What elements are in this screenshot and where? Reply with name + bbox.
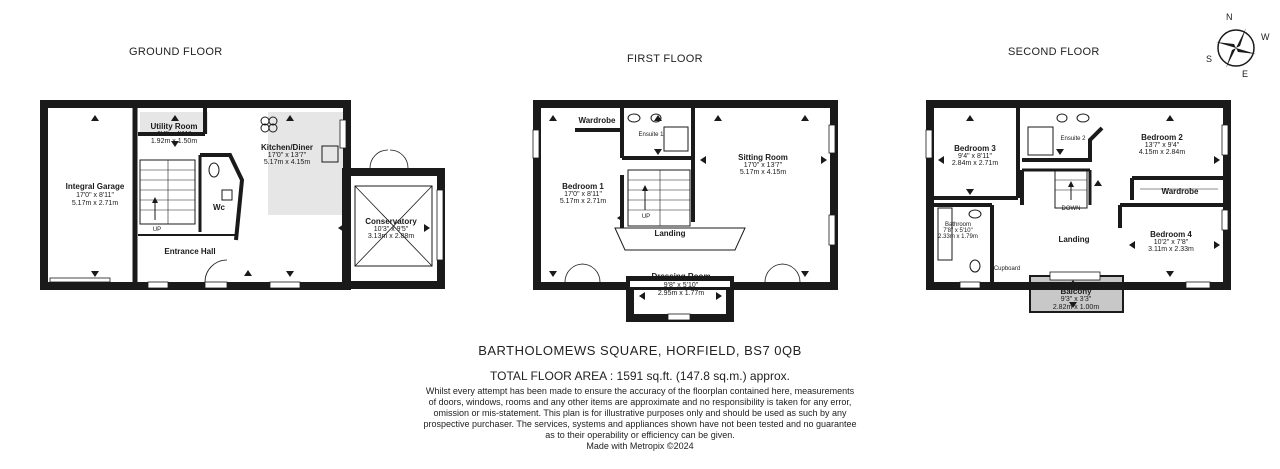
bathroom-dim-imperial: 7'8" x 5'10" (943, 228, 973, 234)
bathroom-label: Bathroom (944, 222, 972, 228)
disclaimer-line: as to their operability or efficiency can be given. (545, 430, 735, 440)
bedroom3-dim-imperial: 9'4" x 8'11" (958, 153, 992, 160)
bedroom3-label: Bedroom 3 (954, 144, 996, 153)
disclaimer-line: Whilst every attempt has been made to ensure the accuracy of the floorplan contained here, measurements (425, 386, 855, 396)
compass-w: W (1261, 32, 1270, 42)
utility-dim-metric: 1.92m x 1.50m (150, 138, 198, 145)
utility-label: Utility Room (150, 122, 198, 131)
conservatory-label: Conservatory (365, 217, 417, 226)
disclaimer-line: omission or mis-statement. This plan is for illustrative purposes only and should be used as such by any (433, 408, 847, 418)
disclaimer (0, 386, 1280, 452)
compass-e: E (1242, 69, 1249, 79)
bathroom-dim-metric: 2.33m x 1.79m (938, 234, 978, 240)
compass-icon (1200, 10, 1272, 82)
bedroom3-dim-metric: 2.84m x 2.71m (951, 160, 999, 167)
cupboard-label: Cupboard (993, 266, 1021, 272)
bedroom2-dim-metric: 4.15m x 2.84m (1138, 149, 1186, 156)
wc-label: Wc (213, 203, 225, 212)
kitchen-dim-imperial: 17'0" x 13'7" (267, 152, 307, 159)
wardrobe2-label: Wardrobe (1161, 187, 1199, 196)
ensuite2-label: Ensuite 2 (1060, 136, 1086, 142)
landing2-label: Landing (1058, 235, 1090, 244)
second-stairs-down: DOWN (1061, 206, 1081, 212)
bedroom4-dim-metric: 3.11m x 2.33m (1148, 246, 1194, 253)
balcony-label: Balcony (1060, 287, 1092, 296)
bedroom1-dim-metric: 5.17m x 2.71m (559, 198, 607, 205)
balcony-dim-imperial: 9'3" x 3'3" (1060, 296, 1092, 303)
utility-dim-imperial: 6'4" x 4'11" (157, 131, 191, 138)
total-floor-area: TOTAL FLOOR AREA : 1591 sq.ft. (147.8 sq.m.) approx. (490, 369, 790, 383)
property-address: BARTHOLOMEWS SQUARE, HORFIELD, BS7 0QB (478, 343, 802, 358)
bedroom4-label: Bedroom 4 (1150, 230, 1192, 239)
disclaimer-line: prospective purchaser. The services, systems and appliances shown have not been tested and no guarantee (423, 419, 857, 429)
bedroom2-dim-imperial: 13'7" x 9'4" (1144, 142, 1180, 149)
garage-label: Integral Garage (65, 182, 125, 191)
sitting-room-dim-metric: 5.17m x 4.15m (739, 169, 787, 176)
wardrobe1-label: Wardrobe (578, 116, 616, 125)
dressing-room-dim-imperial: 9'8" x 5'10" (663, 282, 699, 289)
sitting-room-dim-imperial: 17'0" x 13'7" (743, 162, 783, 169)
disclaimer-line: of doors, windows, rooms and any other items are approximate and no responsibility is taken for any error, (428, 397, 852, 407)
landing1-label: Landing (654, 229, 686, 238)
garage-dim-imperial: 17'0" x 8'11" (76, 192, 114, 199)
ground-stairs-up: UP (152, 227, 162, 233)
first-floor-title: FIRST FLOOR (627, 53, 703, 65)
ensuite1-label: Ensuite 1 (638, 132, 664, 138)
bedroom1-dim-imperial: 17'0" x 8'11" (564, 191, 602, 198)
dressing-room-label: Dressing Room (651, 272, 711, 281)
entrance-hall-label: Entrance Hall (164, 247, 216, 256)
kitchen-label: Kitchen/Diner (260, 143, 314, 152)
garage-dim-metric: 5.17m x 2.71m (71, 200, 119, 207)
second-floor-title: SECOND FLOOR (1008, 46, 1100, 58)
conservatory-dim-metric: 3.13m x 2.88m (367, 233, 415, 240)
compass-n: N (1226, 12, 1233, 22)
balcony-dim-metric: 2.82m x 1.00m (1052, 304, 1100, 311)
bedroom4-dim-imperial: 10'2" x 7'8" (1153, 239, 1189, 246)
conservatory-dim-imperial: 10'3" x 9'5" (373, 226, 409, 233)
compass-s: S (1206, 54, 1213, 64)
bedroom2-label: Bedroom 2 (1141, 133, 1183, 142)
dressing-room-dim-metric: 2.95m x 1.77m (657, 290, 705, 297)
bedroom1-label: Bedroom 1 (562, 182, 604, 191)
first-stairs-up: UP (641, 214, 651, 220)
kitchen-dim-metric: 5.17m x 4.15m (263, 159, 311, 166)
sitting-room-label: Sitting Room (738, 153, 788, 162)
metropix-credit: Made with Metropix ©2024 (586, 441, 694, 451)
ground-floor-title: GROUND FLOOR (129, 46, 223, 58)
